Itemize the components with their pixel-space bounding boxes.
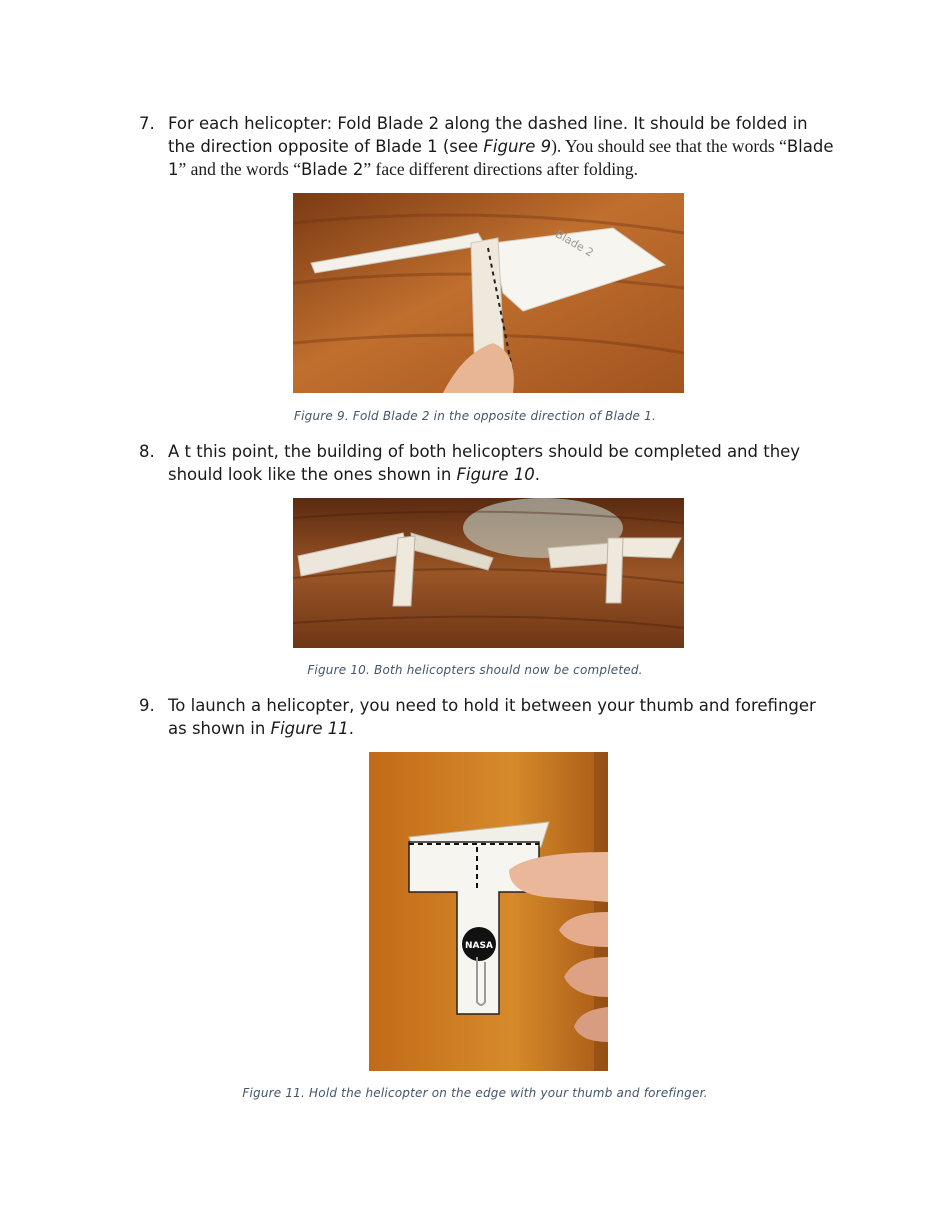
figure-9-caption: Figure 9. Fold Blade 2 in the opposite direction of Blade 1.: [294, 409, 656, 423]
step-text: [168, 694, 838, 740]
step-text-segment: For each helicopter: Fold Blade 2 along the dashed line. It should be folded in the direction opposite of Blade 1 (see: [168, 114, 808, 156]
step-text-segment: ). You should see that the words “: [551, 136, 787, 156]
figure-reference: Figure 10: [456, 465, 535, 484]
step-text: [168, 112, 838, 181]
step-text: [168, 440, 838, 486]
blade-2-label: Blade 2: [553, 227, 596, 260]
step-text-segment: .: [348, 719, 355, 738]
figure-reference: Figure 9: [483, 137, 552, 156]
figure-11-photo: [369, 752, 608, 1071]
figure-11-caption: Figure 11. Hold the helicopter on the edge with your thumb and forefinger.: [242, 1086, 708, 1100]
step-number: 9.: [139, 696, 155, 715]
step-number: 7.: [139, 114, 155, 133]
step-text-segment: ” and the words “: [178, 159, 301, 179]
figure-reference: Figure 11: [270, 719, 349, 738]
figure-9-photo: [293, 193, 684, 393]
step-number: 8.: [139, 442, 155, 461]
step-text-segment: A t this point, the building of both helicopters should be completed and they should look like the ones shown in: [168, 442, 801, 484]
step-text-segment: To launch a helicopter, you need to hold it between your thumb and forefinger as shown in: [168, 696, 816, 738]
figure-10-photo: [293, 498, 684, 648]
step-text-segment: .: [534, 465, 540, 484]
figure-10-caption: Figure 10. Both helicopters should now be completed.: [307, 663, 643, 677]
nasa-logo-label: NASA: [465, 941, 493, 951]
step-text-segment: ” face different directions after folding.: [363, 159, 639, 179]
step-text-segment: Blade 1: [168, 137, 834, 179]
step-text-segment: Blade 2: [300, 160, 364, 179]
